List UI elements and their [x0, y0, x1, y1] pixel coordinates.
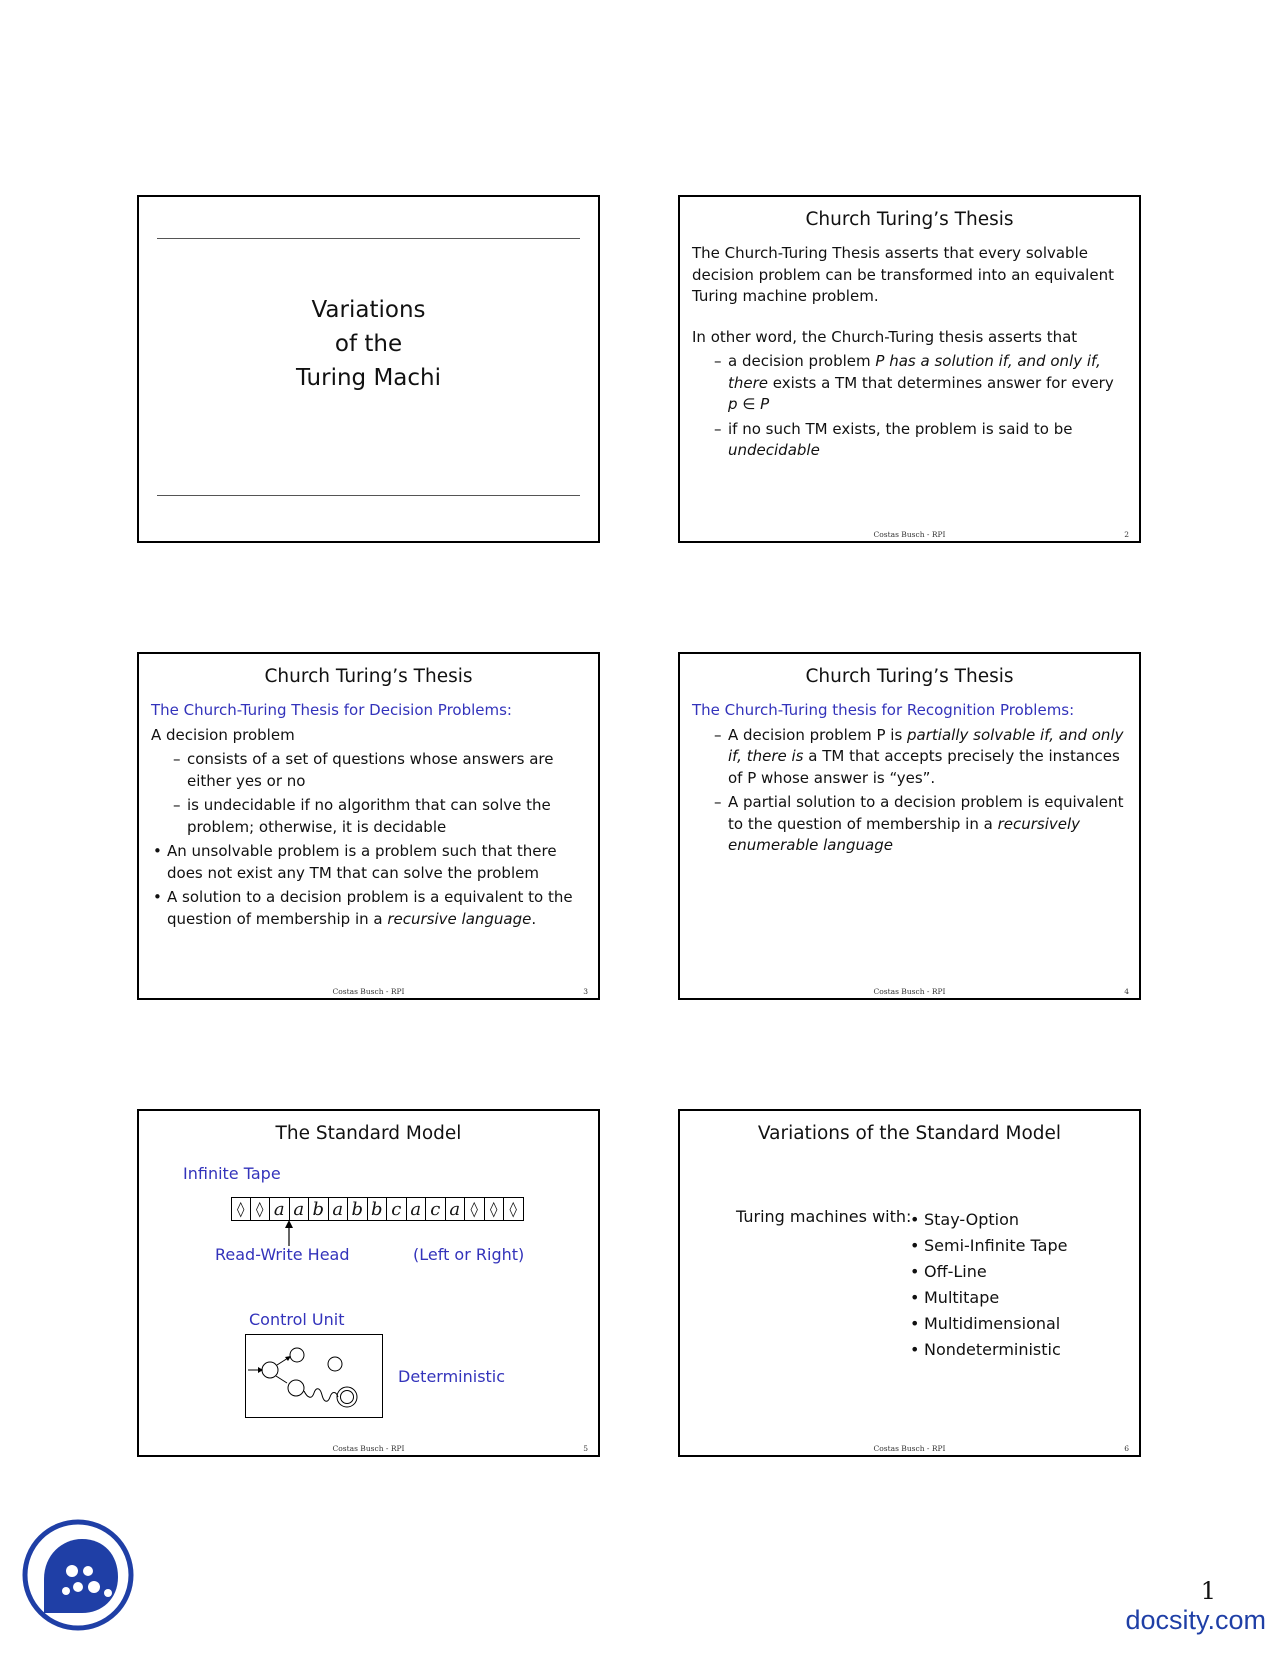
tape-cell: c	[387, 1198, 407, 1220]
docsity-brand-link[interactable]: docsity.com	[1125, 1605, 1266, 1635]
slide-2	[678, 195, 1141, 543]
docsity-logo-icon[interactable]	[22, 1519, 134, 1631]
tape-cell: a	[290, 1198, 310, 1220]
tape-cell: ◊	[231, 1198, 251, 1220]
tape	[231, 1197, 524, 1221]
slide-footer: Costas Busch - RPI	[873, 1444, 946, 1453]
tape-cell: a	[446, 1198, 466, 1220]
list-item: • Multitape	[910, 1288, 1000, 1307]
slide-5	[137, 1109, 600, 1457]
turing-machines-with-label: Turing machines with:	[736, 1207, 912, 1226]
variations-list	[910, 1207, 1067, 1363]
dash-item: – consists of a set of questions whose answers are either yes or no	[173, 750, 554, 790]
dash-item: – a decision problem P has a solution if, and only if, there exists a TM that determines answer for every p ∈ P	[714, 352, 1114, 413]
arrow-up-icon	[283, 1220, 295, 1246]
tape-cell: c	[426, 1198, 446, 1220]
deterministic-label: Deterministic	[398, 1367, 506, 1386]
tape-cell: b	[309, 1198, 329, 1220]
slide-body	[151, 700, 586, 930]
slide-title: Variations of the Standard Model	[757, 1123, 1062, 1144]
slide-body	[692, 700, 1127, 857]
tape-cell: a	[270, 1198, 290, 1220]
page-number: 1	[1200, 1577, 1216, 1605]
divider-bottom	[157, 495, 580, 496]
slide-6	[678, 1109, 1141, 1457]
control-unit-label: Control Unit	[249, 1310, 345, 1329]
tape-cell: ◊	[504, 1198, 524, 1220]
state-diagram-icon	[246, 1335, 382, 1417]
title-line-3: Turing Machi	[295, 365, 442, 391]
slide-title: Church Turing’s Thesis	[805, 666, 1014, 687]
slide-1	[137, 195, 600, 543]
slide-number: 4	[1124, 987, 1129, 996]
dash-item: – A decision problem P is partially solvable if, and only if, there is a TM that accepts precisely the instances of P whose answer is “yes”.	[714, 725, 1124, 787]
divider-top	[157, 238, 580, 239]
title-line-2: of the	[334, 331, 403, 357]
slide-1-title	[139, 293, 598, 395]
dash-item: – A partial solution to a decision problem is equivalent to the question of membership in a recursively enumerable language	[714, 793, 1124, 854]
slide-title: Church Turing’s Thesis	[264, 666, 473, 687]
section-heading: The Church-Turing thesis for Recognition Problems:	[692, 701, 1075, 719]
tape-cell: ◊	[251, 1198, 271, 1220]
slide-number: 6	[1124, 1444, 1129, 1453]
tape-cell: ◊	[485, 1198, 505, 1220]
slide-number: 2	[1124, 530, 1129, 539]
paragraph: The Church-Turing Thesis asserts that every solvable decision problem can be transformed into an equivalent Turing machine problem.	[692, 244, 1114, 305]
paragraph: A decision problem	[151, 725, 295, 744]
dash-item: – is undecidable if no algorithm that can solve the problem; otherwise, it is decidable	[173, 796, 551, 836]
slide-title: The Standard Model	[275, 1123, 462, 1144]
paragraph: In other word, the Church-Turing thesis asserts that	[692, 327, 1078, 346]
tape-cell: b	[348, 1198, 368, 1220]
slide-number: 5	[583, 1444, 588, 1453]
slide-title: Church Turing’s Thesis	[805, 209, 1014, 230]
slide-footer: Costas Busch - RPI	[332, 987, 405, 996]
control-unit-box	[245, 1334, 383, 1418]
tape-cell: a	[329, 1198, 349, 1220]
bullet-item: • A solution to a decision problem is a equivalent to the question of membership in a recursive language.	[153, 888, 573, 928]
infinite-tape-label: Infinite Tape	[183, 1164, 281, 1183]
slide-body	[692, 243, 1127, 462]
read-write-head-label: Read-Write Head	[215, 1245, 350, 1264]
bullet-item: • An unsolvable problem is a problem such that there does not exist any TM that can solve the problem	[153, 842, 557, 882]
slide-footer: Costas Busch - RPI	[332, 1444, 405, 1453]
slide-footer: Costas Busch - RPI	[873, 530, 946, 539]
list-item: • Multidimensional	[910, 1314, 1061, 1333]
list-item: • Off-Line	[910, 1262, 987, 1281]
slide-3	[137, 652, 600, 1000]
title-line-1: Variations	[311, 297, 426, 323]
dash-item: – if no such TM exists, the problem is said to be undecidable	[714, 419, 1073, 459]
list-item: • Stay-Option	[910, 1210, 1020, 1229]
tape-cell: ◊	[465, 1198, 485, 1220]
tape-cell: b	[368, 1198, 388, 1220]
slide-footer: Costas Busch - RPI	[873, 987, 946, 996]
section-heading: The Church-Turing Thesis for Decision Problems:	[151, 701, 512, 719]
tape-cell: a	[407, 1198, 427, 1220]
list-item: • Semi-Infinite Tape	[910, 1236, 1068, 1255]
slide-number: 3	[583, 987, 588, 996]
slide-4	[678, 652, 1141, 1000]
list-item: • Nondeterministic	[910, 1340, 1061, 1359]
left-right-label: (Left or Right)	[413, 1245, 525, 1264]
